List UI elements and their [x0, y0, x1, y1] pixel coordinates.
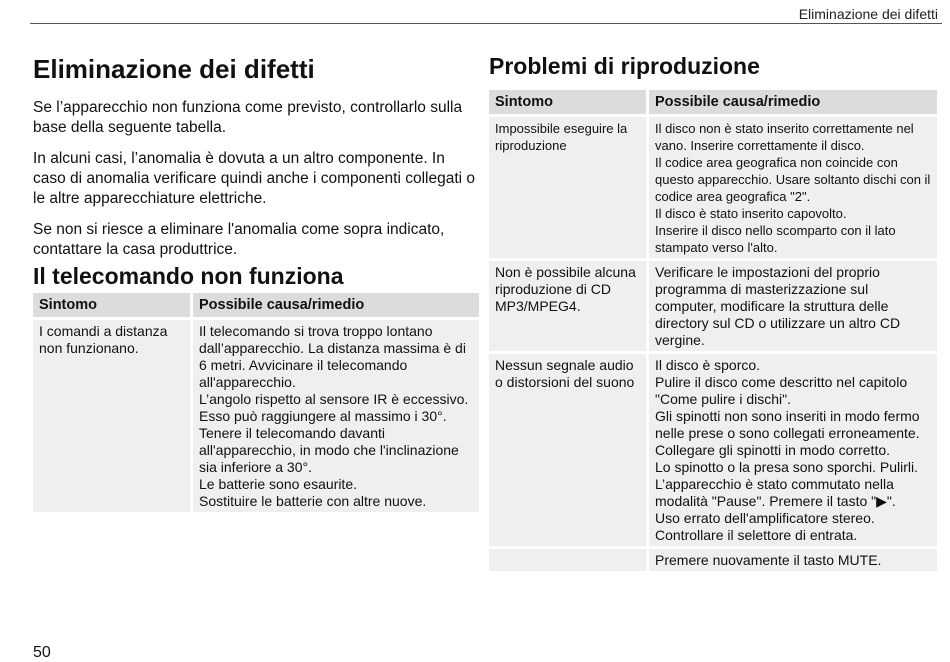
remedy-line: Pulire il disco come descritto nel capitolo "Come pulire i dischi".	[655, 374, 908, 407]
remedy-line: Uso errato dell'amplificatore stereo. Controllare il selettore di entrata.	[655, 510, 875, 543]
remedy-line: L’angolo rispetto al sensore IR è eccessivo. Esso può raggiungere al massimo i 30°. Tenere il telecomando davanti all'apparecchio, in modo che l'inclinazione sia inferiore a 30°.	[199, 391, 469, 475]
column-header-symptom: Sintomo	[489, 90, 646, 114]
remedy-line: Il codice area geografica non coincide con questo apparecchio. Usare soltanto dischi con il codice area geografica "2".	[655, 155, 931, 204]
running-head: Eliminazione dei difetti	[798, 6, 938, 22]
playback-section-title: Problemi di riproduzione	[489, 53, 760, 79]
table-row	[489, 549, 937, 571]
remedy-cell	[193, 320, 479, 512]
remedy-line: Il disco è stato inserito capovolto.	[655, 206, 847, 221]
remedy-cell	[649, 261, 937, 351]
remedy-line: Inserire il disco nello scomparto con il lato stampato verso l'alto.	[655, 223, 896, 255]
page-title: Eliminazione dei difetti	[33, 54, 315, 84]
playback-troubleshooting-table	[486, 87, 940, 574]
column-header-symptom: Sintomo	[33, 293, 190, 317]
remedy-cell	[649, 549, 937, 571]
remedy-cell	[649, 354, 937, 546]
column-header-remedy: Possibile causa/rimedio	[649, 90, 937, 114]
intro-paragraph-1: Se l’apparecchio non funziona come previsto, controllarlo sulla base della seguente tabella.	[33, 99, 463, 136]
remote-troubleshooting-table	[30, 290, 482, 515]
intro-paragraph-2: In alcuni casi, l’anomalia è dovuta a un altro componente. In caso di anomalia verificare quindi anche i componenti collegati o le altre apparecchiature elettriche.	[33, 150, 476, 207]
symptom-cell: Non è possibile alcuna riproduzione di CD MP3/MPEG4.	[489, 261, 646, 351]
symptom-cell	[489, 549, 646, 571]
remedy-line: Gli spinotti non sono inseriti in modo fermo nelle prese o sono collegati erroneamente. Collegare gli spinotti in modo corretto.	[655, 408, 920, 458]
right-column	[489, 52, 937, 574]
table-row	[489, 354, 937, 546]
remedy-line: Il telecomando si trova troppo lontano dall’apparecchio. La distanza massima è di 6 metri. Avvicinare il telecomando all'apparecchio.	[199, 323, 466, 390]
table-header-row	[33, 293, 479, 317]
table-header-row	[489, 90, 937, 114]
remote-section-title: Il telecomando non funziona	[33, 263, 344, 289]
table-row	[489, 261, 937, 351]
remedy-line: L’apparecchio è stato commutato nella modalità "Pause". Premere il tasto "▶".	[655, 476, 896, 509]
header-rule	[30, 23, 942, 24]
symptom-cell: Impossibile eseguire la riproduzione	[489, 117, 646, 258]
remedy-line: Sostituire le batterie con altre nuove.	[199, 493, 427, 509]
remedy-line: Il disco è sporco.	[655, 357, 761, 373]
page-number: 50	[33, 644, 51, 661]
remedy-line: Le batterie sono esaurite.	[199, 476, 357, 492]
remedy-cell	[649, 117, 937, 258]
left-column	[33, 52, 479, 515]
remedy-line: Il disco non è stato inserito correttamente nel vano. Inserire correttamente il disco.	[655, 121, 914, 153]
table-row	[33, 320, 479, 512]
symptom-cell: Nessun segnale audio o distorsioni del suono	[489, 354, 646, 546]
table-row	[489, 117, 937, 258]
intro-paragraph-3: Se non si riesce a eliminare l'anomalia come sopra indicato, contattare la casa produttrice.	[33, 221, 445, 258]
symptom-cell: I comandi a distanza non funzionano.	[33, 320, 190, 512]
remedy-line: Verificare le impostazioni del proprio programma di masterizzazione sul computer, modificare la struttura delle directory sul CD o utilizzare un altro CD vergine.	[655, 264, 901, 348]
column-header-remedy: Possibile causa/rimedio	[193, 293, 479, 317]
remedy-line: Lo spinotto o la presa sono sporchi. Pulirli.	[655, 459, 919, 475]
remedy-line: Premere nuovamente il tasto MUTE.	[655, 552, 882, 568]
